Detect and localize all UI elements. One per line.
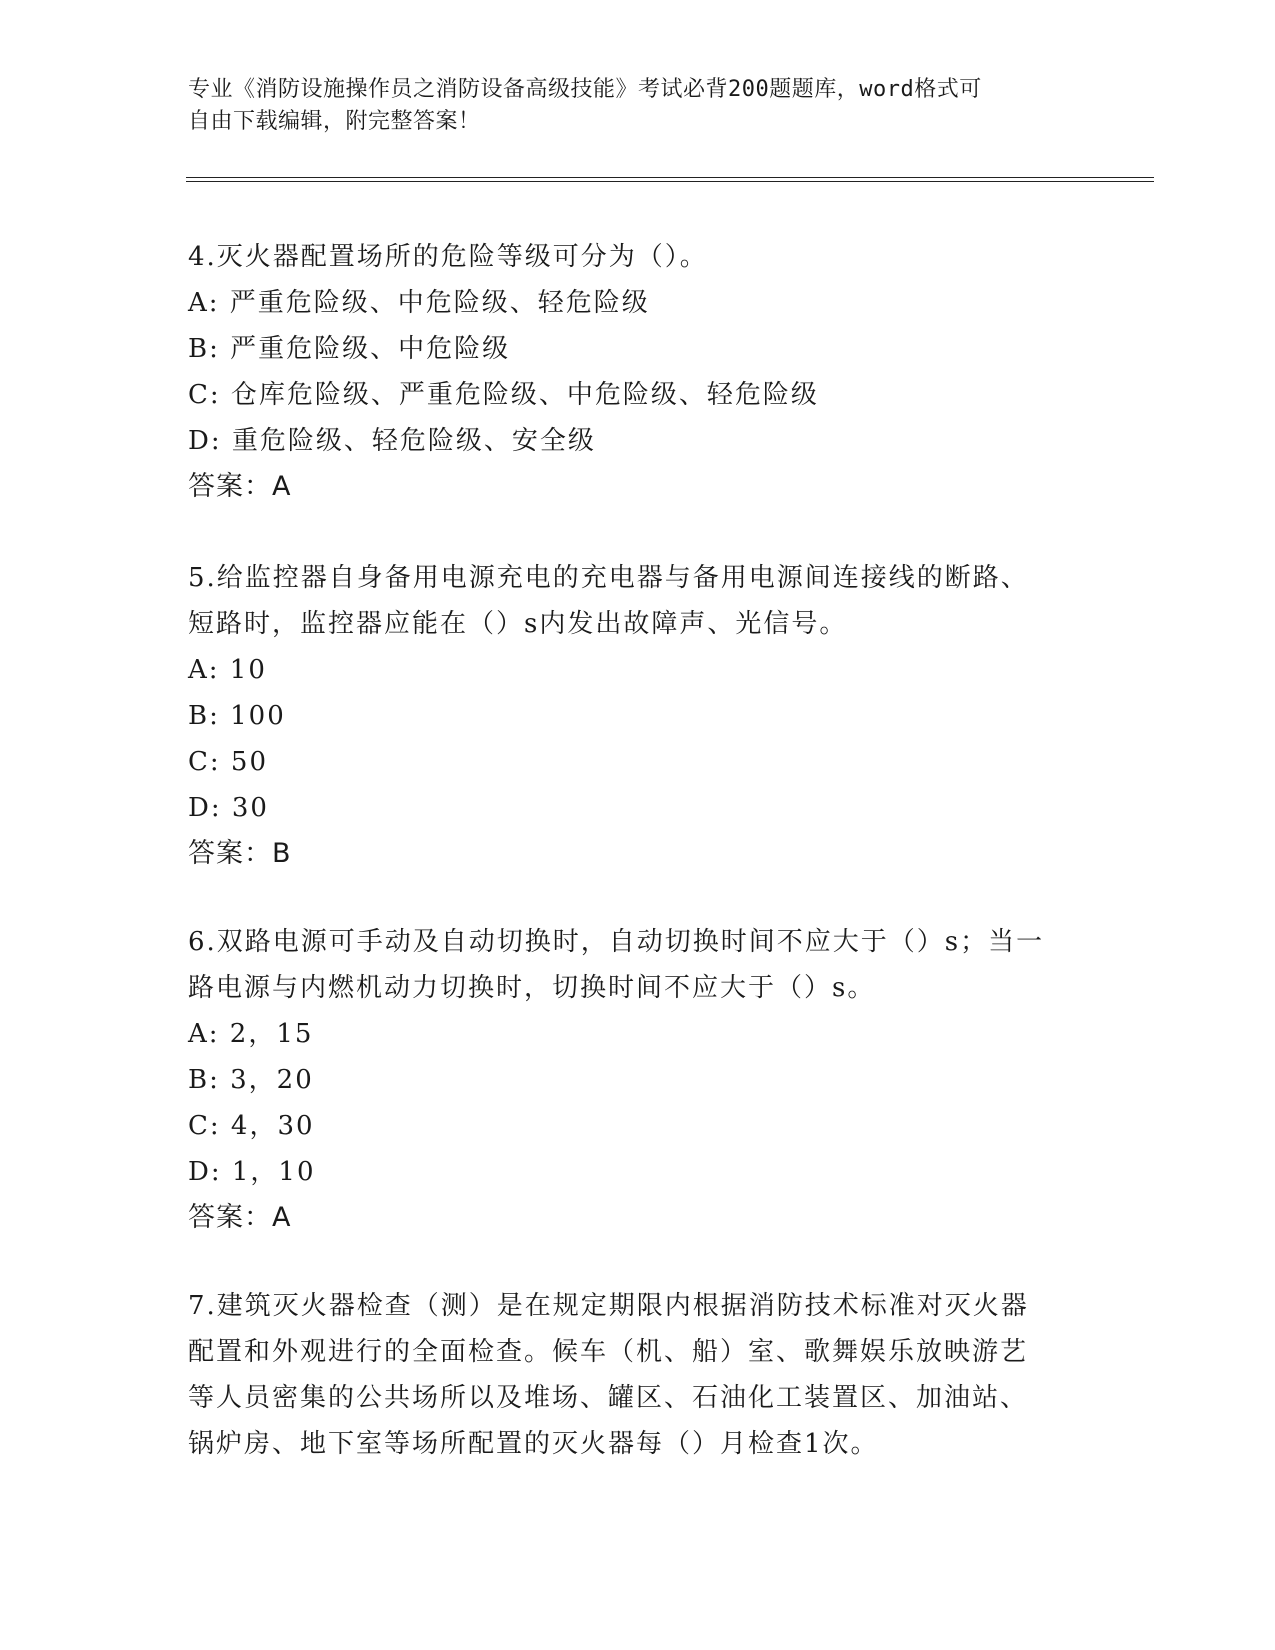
answer-line: 答案：A [188,1202,292,1233]
question-text: 等人员密集的公共场所以及堆场、罐区、石油化工装置区、加油站、 [188,1383,1029,1413]
option-b: B: 3，20 [188,1065,314,1095]
question-text: 6.双路电源可手动及自动切换时，自动切换时间不应大于（）s；当一 [188,927,1045,957]
question-5 [188,555,1088,877]
answer-line: 答案：A [188,471,292,502]
option-b: B: 严重危险级、中危险级 [188,334,511,364]
option-c: C: 50 [188,747,269,777]
option-c: C: 仓库危险级、严重危险级、中危险级、轻危险级 [188,380,819,410]
document-header [188,74,1068,138]
question-7 [188,1283,1088,1467]
answer-line: 答案：B [188,838,292,869]
header-divider-top [186,177,1154,178]
question-text: 配置和外观进行的全面检查。候车（机、船）室、歌舞娱乐放映游艺 [188,1337,1029,1367]
header-title-line-2: 自由下载编辑，附完整答案！ [188,109,481,134]
question-text: 短路时，监控器应能在（）s内发出故障声、光信号。 [188,609,848,639]
question-text: 5.给监控器自身备用电源充电的充电器与备用电源间连接线的断路、 [188,563,1029,593]
question-text: 4.灭火器配置场所的危险等级可分为（）。 [188,242,708,272]
question-4 [188,234,1088,510]
option-d: D: 30 [188,793,269,823]
option-a: A: 2，15 [188,1019,314,1049]
option-a: A: 严重危险级、中危险级、轻危险级 [188,288,650,318]
question-text: 路电源与内燃机动力切换时，切换时间不应大于（）s。 [188,973,876,1003]
option-d: D: 重危险级、轻危险级、安全级 [188,426,596,456]
question-6 [188,919,1088,1241]
header-title-line-1: 专业《消防设施操作员之消防设备高级技能》考试必背200题题库，word格式可 [188,77,982,102]
question-text: 7.建筑灭火器检查（测）是在规定期限内根据消防技术标准对灭火器 [188,1291,1029,1321]
option-b: B: 100 [188,701,286,731]
option-d: D: 1，10 [188,1157,316,1187]
option-a: A: 10 [188,655,267,685]
header-divider-bottom [186,181,1154,182]
question-text: 锅炉房、地下室等场所配置的灭火器每（）月检查1次。 [188,1429,879,1459]
option-c: C: 4，30 [188,1111,315,1141]
